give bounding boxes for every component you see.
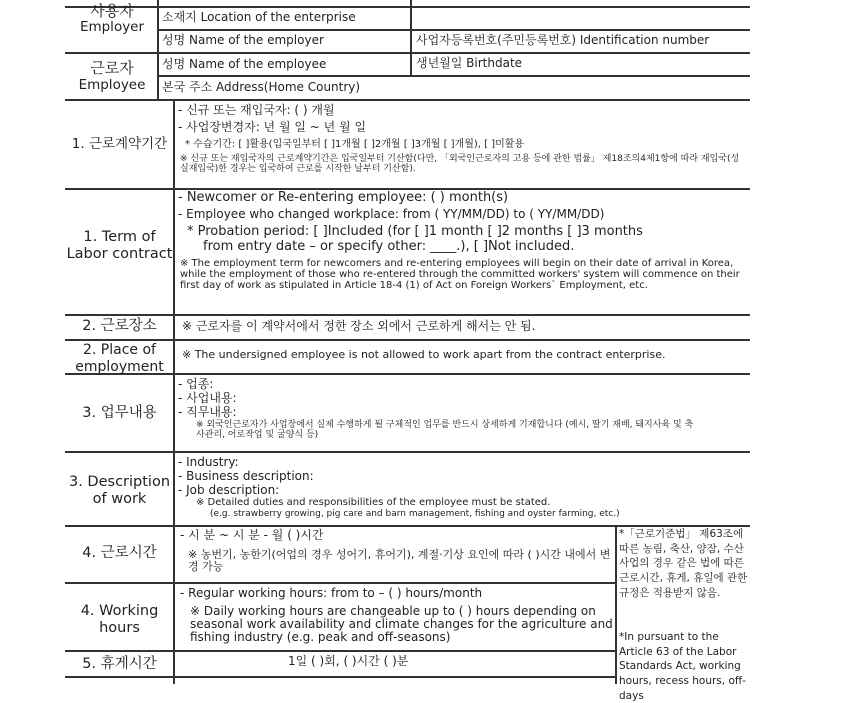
place-en-label: 2. Place of employment [75, 342, 164, 375]
term-en-note: ※ The employment term for newcomers and re-entering employees will begin on their date of arrival in Korea, while the employment of those who re-entered through the committed workers' system will commence on their first day of work as stipulated in Article 18-4 (1) of Act on Foreign Workers` Employment, etc. [180, 258, 740, 291]
row-divider [65, 650, 615, 652]
column-divider [410, 52, 412, 76]
employer-name-field[interactable]: 성명 Name of the employer [162, 33, 324, 47]
term-ko-label: 1. 근로계약기간 [71, 136, 168, 152]
employer-label-ko: 사용자 [90, 2, 134, 20]
work-ko-business[interactable]: - 사업내용: [178, 391, 237, 405]
side-note-en: *In pursuant to the Article 63 of the Labor Standards Act, working hours, recess hours, off-days [619, 631, 746, 702]
work-en-job[interactable]: - Job description: [178, 483, 280, 497]
employee-address-field[interactable]: 본국 주소 Address(Home Country) [162, 80, 361, 94]
term-ko-newcomer-line[interactable]: - 신규 또는 재입국자: ( ) 개월 [178, 103, 335, 117]
column-divider [157, 0, 159, 100]
rest-ko-label: 5. 휴게시간 [82, 656, 157, 672]
hours-en-line[interactable]: - Regular working hours: from to – ( ) hours/month [180, 586, 483, 600]
work-en-business[interactable]: - Business description: [178, 469, 314, 483]
employer-label-en: Employer [79, 19, 145, 35]
hours-en-label: 4. Working hours [80, 603, 159, 637]
employee-label-ko: 근로자 [90, 59, 134, 77]
work-ko-note: ※ 외국인근로자가 사업장에서 실제 수행하게 될 구체적인 업무를 반드시 상세하게 기재합니다 (예시, 딸기 재배, 돼지사육 및 축사관리, 어로작업 및 굴양식 등) [196, 420, 694, 440]
row-divider [65, 99, 750, 101]
column-divider [615, 525, 617, 684]
term-en-newcomer-line[interactable]: - Newcomer or Re-entering employee: ( ) month(s) [178, 190, 509, 205]
hours-ko-label: 4. 근로시간 [82, 545, 157, 561]
row-divider [65, 339, 750, 341]
term-en-label: 1. Term of Labor contract [66, 229, 173, 263]
employee-label-en: Employee [78, 77, 146, 93]
work-en-industry[interactable]: - Industry: [178, 455, 239, 469]
work-en-note-2: (e.g. strawberry growing, pig care and barn management, fishing and oyster farming, etc.) [210, 509, 620, 519]
side-note-ko: *「근로기준법」 제63조에 따른 농림, 축산, 양잠, 수산 사업의 경우 같은 법에 따른 근로시간, 휴게, 휴일에 관한 규정은 적용받지 않음. [619, 528, 748, 599]
hours-en-note: ※ Daily working hours are changeable up to ( ) hours depending on seasonal work availability and climate changes for the agriculture and fishing industry (e.g. peak and off-seasons) [190, 604, 613, 645]
hours-ko-note: ※ 농번기, 농한기(어업의 경우 성어기, 휴어기), 계절·기상 요인에 따라 ( )시간 내에서 변경 가능 [188, 548, 611, 574]
row-divider [65, 451, 750, 453]
work-ko-label: 3. 업무내용 [82, 405, 157, 421]
place-ko-text: ※ 근로자를 이 계약서에서 정한 장소 외에서 근로하게 해서는 안 됨. [182, 319, 536, 333]
column-divider [173, 99, 175, 684]
work-en-note-1: ※ Detailed duties and responsibilities of the employee must be stated. [196, 497, 551, 508]
employer-address-field[interactable]: 소재지 Location of the enterprise [162, 10, 356, 24]
row-divider [65, 582, 615, 584]
work-en-label: 3. Description of work [68, 474, 171, 508]
employee-name-field[interactable]: 성명 Name of the employee [162, 57, 327, 71]
work-ko-job[interactable]: - 직무내용: [178, 405, 237, 419]
work-ko-industry[interactable]: - 업종: [178, 377, 214, 391]
place-en-text: ※ The undersigned employee is not allowed to work apart from the contract enterprise. [182, 348, 666, 361]
term-en-change-line[interactable]: - Employee who changed workplace: from ( YY/MM/DD) to ( YY/MM/DD) [178, 207, 605, 221]
term-ko-note: ※ 신규 또는 재입국자의 근로계약기간은 입국일부터 기산함(다만, 「외국인근로자의 고용 등에 관한 법률」 제18조의4제1항에 따라 재입국(성실재입국)한 경우는 입국하여 근로를 시작한 날부터 기산함). [180, 154, 740, 174]
term-en-probation-line[interactable]: * Probation period: [ ]Included (for [ ]1 month [ ]2 months [ ]3 months [187, 224, 643, 239]
row-divider [65, 6, 750, 8]
row-divider [158, 75, 750, 77]
place-ko-label: 2. 근로장소 [82, 318, 157, 334]
column-divider [410, 0, 412, 52]
row-divider [65, 52, 750, 54]
employer-id-field[interactable]: 사업자등록번호(주민등록번호) Identification number [416, 33, 710, 47]
row-divider [65, 314, 750, 316]
row-divider [65, 676, 615, 678]
row-divider [158, 29, 750, 31]
term-ko-probation-line[interactable]: * 수습기간: [ ]활용(입국일부터 [ ]1개월 [ ]2개월 [ ]3개월 [ ]개월), [ ]미활용 [185, 139, 525, 150]
rest-ko-line[interactable]: 1일 ( )회, ( )시간 ( )분 [288, 654, 409, 668]
hours-ko-line[interactable]: - 시 분 ~ 시 분 - 월 ( )시간 [180, 528, 324, 542]
term-ko-change-line[interactable]: - 사업장변경자: 년 월 일 ~ 년 월 일 [178, 120, 367, 134]
employee-birthdate-field[interactable]: 생년월일 Birthdate [416, 56, 523, 70]
term-en-probation-line-2[interactable]: from entry date – or specify other: ____.), [ ]Not included. [203, 239, 575, 254]
